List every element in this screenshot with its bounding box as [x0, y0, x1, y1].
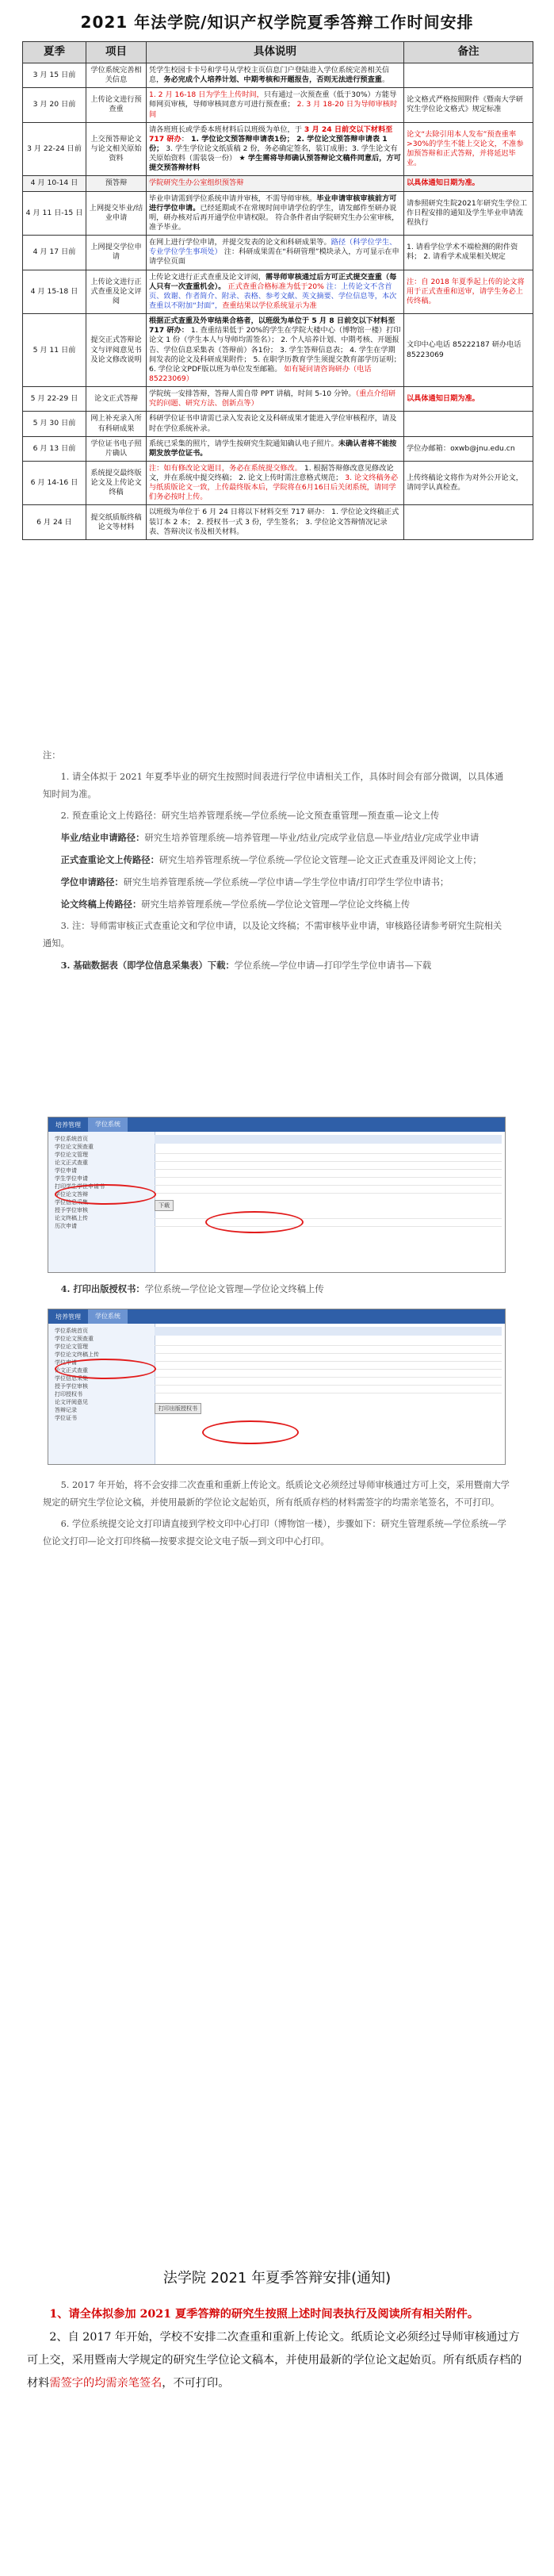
screenshot-grid-row: [155, 1162, 502, 1170]
screenshot-grid-row: [155, 1362, 502, 1370]
notice-body: [27, 2303, 526, 2395]
desc-text: 只有通过一次预查重（低于30%）方能导师网页审核，导师审核同意方可进行预查重；: [149, 90, 397, 109]
cell-note: [404, 461, 533, 505]
screenshot-tab: 培养管理: [55, 1313, 81, 1321]
notice-paragraph-2: [27, 2326, 526, 2395]
desc-text: 如有疑问请咨询研办（电话 85223069）: [149, 364, 372, 383]
screenshot-sidebar-item: 论文正式查重: [55, 1160, 88, 1166]
note-text: 请参照研究生院2021年研究生学位工作日程安排的通知及学生毕业申请流程执行: [407, 198, 528, 227]
note-text: 上传终稿论文将作为对外公开论文，请同学认真检查。: [407, 473, 523, 493]
cell-item: 上网提交学位申请: [86, 236, 147, 270]
header-season: 夏季: [23, 42, 86, 63]
cell-date: 6 月 24 日: [23, 505, 86, 539]
note-path-label: 正式查重论文上传路径：: [60, 854, 159, 866]
screenshot-download-button: 下载: [155, 1200, 174, 1211]
screenshot-grid-row: [155, 1386, 502, 1393]
table-row: [23, 461, 533, 505]
screenshot-grid-row: [155, 1378, 502, 1386]
note-path: [43, 873, 510, 891]
desc-text: 以班级为单位于 6 月 24 日将以下材料交至 717 研办：: [149, 508, 330, 517]
screenshot-sidebar-item: 学位申请: [55, 1167, 77, 1174]
desc-text: 1. 2 月 16-18 日为学生上传时间，: [149, 90, 264, 100]
table-row: [23, 314, 533, 387]
note-text: 论文“去除引用本人发布”预查重率>30%的学生不能上交论文，不准参加预答辩和正式答辩，并将延迟毕业。: [407, 129, 524, 168]
note-item: 6. 学位系统提交论文打印请直接到学校文印中心打印（博物馆一楼），步骤如下：研究生管理系统—学位系统—学位论文打印—论文打印终稿—按要求提交论文电子版—到文印中心打印。: [43, 1519, 506, 1547]
page-title: 2021 年法学院/知识产权学院夏季答辩工作时间安排: [80, 13, 474, 32]
cell-note: [404, 505, 533, 539]
cell-item: 系统提交最终版论文及上传论文终稿: [86, 461, 147, 505]
screenshot-sidebar-item: 学位申请: [55, 1359, 77, 1366]
cell-date: 5 月 22-29 日: [23, 387, 86, 412]
cell-item: 网上补充录入所有科研成果: [86, 412, 147, 436]
cell-note: [404, 314, 533, 387]
desc-text: 3. 学生学位论文纸质稿 2 份，务必确定签名，装订成册；3. 学生论文有关原始资料（需装袋一份）: [149, 144, 398, 163]
cell-desc: [147, 387, 404, 412]
cell-desc: [147, 270, 404, 314]
cell-note: [404, 191, 533, 236]
screenshot-print-button: 打印出版授权书: [155, 1403, 201, 1414]
note-text: 以具体通知日期为准。: [407, 178, 479, 188]
screenshot-sidebar-item: 授予学位审核: [55, 1383, 88, 1390]
screenshot-sidebar-item: 学位论文答辩: [55, 1191, 88, 1198]
screenshot-sidebar-item: 学位系统首页: [55, 1136, 88, 1142]
screenshot-main: [155, 1135, 502, 1269]
desc-text: 3. 论文终稿务必与纸质版论文一致，上传最终版本后，学院将在6月16日后关闭系统，请同学们务必按时上传。: [149, 473, 399, 502]
cell-desc: [147, 236, 404, 270]
note-path-text: 研究生培养管理系统—学位系统—学位论文管理—学位论文终稿上传: [141, 899, 411, 910]
desc-text: 学院研究生办公室组织预答辩: [149, 178, 244, 188]
note-text: 注：自 2018 年夏季起上传的论文将用于正式查重和送审，请学生务必上传终稿。: [407, 277, 525, 305]
screenshot-grid-row: [155, 1346, 502, 1354]
screenshot-grid-row: [155, 1178, 502, 1186]
cell-item: 提交纸质版终稿论文等材料: [86, 505, 147, 539]
cell-note: [404, 176, 533, 191]
highlight-circle: [55, 1359, 156, 1379]
screenshot-sidebar: [48, 1324, 155, 1464]
table-row: [23, 176, 533, 191]
notice-p2-tail: ，不可打印。: [162, 2377, 230, 2390]
table-row: [23, 191, 533, 236]
screenshot-sidebar-item: 学位论文预查重: [55, 1144, 94, 1150]
cell-desc: [147, 436, 404, 461]
table-row: [23, 387, 533, 412]
cell-desc: [147, 314, 404, 387]
cell-item: 提交正式答辩论文与评阅意见书及论文修改说明: [86, 314, 147, 387]
screenshot-sidebar-item: 论文正式查重: [55, 1367, 88, 1374]
screenshot-print-auth: [48, 1309, 506, 1465]
note-download: [43, 956, 510, 975]
cell-note: [404, 436, 533, 461]
desc-text: 3. 学位论文答辩情况记录表、答辩决议书及相关材料。: [149, 517, 388, 536]
screenshot-grid-header: [155, 1327, 502, 1336]
note-path-text: 研究生培养管理系统—学位系统—学位论文管理—论文正式查重及评阅论文上传；: [159, 855, 482, 866]
cell-item: 上传论文进行预查重: [86, 88, 147, 122]
screenshot-sidebar-item: 学位论文预查重: [55, 1336, 94, 1342]
note-path-text: 研究生培养管理系统—培养管理—毕业/结业/完成学业信息—毕业/结业/完成学业申请: [144, 833, 479, 844]
desc-text: 3 月 24 日前交以下材料至 717 研办: [149, 125, 393, 144]
cell-note: [404, 236, 533, 270]
note-print-label: 4. 打印出版授权书：: [60, 1283, 145, 1294]
note-item: 2. 预查重论文上传路径：研究生培养管理系统—学位系统—论文预查重管理—预查重—论文上传: [60, 811, 440, 822]
notes-heading: 注：: [43, 750, 61, 761]
screenshot-sidebar-item: 授予学位审核: [55, 1207, 88, 1213]
cell-note: [404, 88, 533, 122]
header-note: 备注: [404, 42, 533, 63]
note-text: oxwb@jnu.edu.cn: [450, 443, 515, 453]
table-row: [23, 88, 533, 122]
screenshot-main: [155, 1327, 502, 1461]
desc-text: 注：科研成果需在“科研管理”模块录入，方可显示在申请学位页面: [149, 247, 399, 266]
screenshot-grid-row: [155, 1211, 502, 1219]
screenshot-topbar: [48, 1117, 505, 1132]
highlight-circle: [55, 1184, 156, 1205]
screenshot-sidebar-item: 学位论文终稿上传: [55, 1351, 99, 1358]
notice-p2-highlight: 需签字的均需亲笔签名: [49, 2377, 162, 2390]
cell-desc: [147, 461, 404, 505]
cell-note: [404, 270, 533, 314]
screenshot-grid-row: [155, 1154, 502, 1162]
screenshot-grid-row: [155, 1338, 502, 1346]
screenshot-tab: 培养管理: [55, 1121, 81, 1129]
notes-block-2: [43, 1280, 510, 1302]
cell-item: 预答辩: [86, 176, 147, 191]
screenshot-sidebar-item: 论文评阅意见: [55, 1399, 88, 1405]
screenshot-sidebar-item: 学生学位申请: [55, 1175, 88, 1182]
desc-text: 根据正式查重及外审结果合格者，以班级为单位于 5 月 8 日前交以下材料至 717 研办：: [149, 316, 395, 335]
screenshot-sidebar-item: 学位系统首页: [55, 1328, 88, 1334]
desc-text: 正式查重合格标准为低于20%: [225, 282, 324, 291]
desc-text: 请各班班长或学委本班材料后以班级为单位，于: [149, 125, 304, 134]
desc-text: 2. 3 月 18-20 日为导师审核时间: [149, 100, 398, 119]
cell-date: 3 月 20 日前: [23, 88, 86, 122]
desc-text: 查重结果以学位系统显示为准: [222, 301, 317, 310]
note-item: 3. 注：导师需审核正式查重论文和学位申请，以及论文终稿；不需审核毕业申请，审核路径请参考研究生院相关通知。: [43, 921, 502, 949]
cell-date: 5 月 30 日前: [23, 412, 86, 436]
cell-item: 学位证书电子照片确认: [86, 436, 147, 461]
cell-note: [404, 63, 533, 88]
screenshot-sidebar-item: 学位论文管理: [55, 1344, 88, 1350]
note-text: 以具体通知日期为准。: [407, 394, 479, 404]
cell-date: 4 月 10-14 日: [23, 176, 86, 191]
screenshot-sidebar-item: 学位论文管理: [55, 1152, 88, 1158]
notes-block: [43, 747, 510, 979]
cell-desc: [147, 88, 404, 122]
note-path-label: 学位申请路径：: [60, 876, 124, 888]
cell-item: 上网提交毕业/结业申请: [86, 191, 147, 236]
note-text: 文印中心电话 85222187: [407, 340, 492, 350]
note-path-label: 论文终稿上传路径：: [60, 899, 142, 910]
note-path-label: 毕业/结业申请路径：: [60, 832, 145, 844]
header-item: 项目: [86, 42, 147, 63]
screenshot-sidebar-item: 论文终稿上传: [55, 1215, 88, 1221]
desc-text: 毕业申请审核审核前方可进行学位申请。: [149, 194, 397, 213]
cell-date: 4 月 11 日-15 日: [23, 191, 86, 236]
note-text: 1. 请看学位学术不端检测的附件资料；: [407, 243, 518, 262]
cell-desc: [147, 63, 404, 88]
screenshot-sidebar-item: 打印授权书: [55, 1391, 82, 1397]
desc-text: 1. 查重结果低于 20%的学生在学院大楼中心（博物馆一楼）打印论文 1 份（学生本人与导师均需签名）；: [149, 326, 401, 345]
notes-block-3: [43, 1477, 510, 1554]
screenshot-grid-row: [155, 1354, 502, 1362]
cell-date: 5 月 11 日前: [23, 314, 86, 387]
screenshot-tab-active: 学位系统: [88, 1117, 128, 1132]
notice-p2-text: 2、自 2017 年开始，学校不安排二次查重和重新上传论文。纸质论文必须经过导师审核通过方可上交，采用暨南大学规定的研究生学位论文稿本，并使用最新的学位论文起始页。所有纸质存档的材料: [27, 2331, 522, 2390]
cell-date: 4 月 15-18 日: [23, 270, 86, 314]
desc-text: 1. 学位论文终稿正式装订本 2 本；: [149, 508, 399, 527]
desc-text: 路径（科学位学生、专业学位学生事项处）: [149, 238, 397, 257]
notice-title: 法学院 2021 年夏季答辩安排(通知): [162, 2270, 392, 2287]
table-row: [23, 270, 533, 314]
note-download-text: 学位系统—学位申请—打印学生学位申请书—下载: [234, 960, 432, 972]
note-text: 论文格式严格按照附件《暨南大学研究生学位论文格式》规定标准: [407, 95, 523, 114]
desc-text: 6. 学位论文PDF版以班为单位发至邮箱。: [149, 364, 282, 374]
desc-text: 3. 学生答辩信息表；: [277, 345, 348, 355]
desc-text: 4. 学生在学期间发表的论文及科研成果附件；: [149, 345, 395, 364]
note-download-label: 3. 基础数据表（即学位信息采集表）下载：: [60, 960, 235, 972]
screenshot-sidebar-item: 学位证书: [55, 1415, 77, 1421]
cell-desc: [147, 176, 404, 191]
desc-text: 2. 学位论文预答辩申请表 1 份；: [149, 134, 388, 153]
screenshot-grid-row: [155, 1146, 502, 1154]
desc-text: 。: [382, 75, 390, 85]
table-header-row: [23, 42, 533, 63]
cell-date: 6 月 13 日前: [23, 436, 86, 461]
note-item: 1. 请全体拟于 2021 年夏季毕业的研究生按照时间表进行学位申请相关工作，具体时间会有部分微调，以具体通知时间为准。: [43, 772, 504, 800]
desc-text: 2. 个人培养计划、中期考核、开题报告、学位信息采集表（答辩前）各1份；: [149, 335, 399, 355]
cell-date: 3 月 15 日前: [23, 63, 86, 88]
desc-text: 1. 学位论文预答辩申请表1份；: [188, 134, 294, 144]
cell-date: 3 月 22-24 日前: [23, 122, 86, 176]
screenshot-sidebar-item: 学位信息采集: [55, 1375, 88, 1382]
cell-note: [404, 122, 533, 176]
screenshot-sidebar-item: 答辩记录: [55, 1407, 77, 1413]
cell-item: 上交预答辩论文与论文相关原始资料: [86, 122, 147, 176]
cell-item: 论文正式答辩: [86, 387, 147, 412]
desc-text: 需导师审核通过后方可正式提交查重（每人只有一次查重机会）。: [149, 272, 397, 291]
schedule-body: [23, 63, 533, 540]
desc-text: 务必完成个人培养计划、中期考核和开题报告，否则无法进行预查重: [163, 75, 382, 85]
screenshot-tab-active: 学位系统: [88, 1309, 128, 1324]
cell-date: 4 月 17 日前: [23, 236, 86, 270]
screenshot-sidebar-item: 学位信息采集: [55, 1199, 88, 1206]
screenshot-sidebar-item: 历次申请: [55, 1223, 77, 1229]
desc-text: 注：上传论文不含首页、致谢、作者简介、附录、表格、参考文献、英文摘要、学位信息等，本次查重以不附加“封面”，: [149, 282, 397, 310]
cell-note: [404, 412, 533, 436]
desc-text: 系统已采集的照片，请学生按研究生院通知确认电子照片。: [149, 439, 338, 448]
screenshot-apply-download: [48, 1117, 506, 1273]
screenshot-grid-row: [155, 1370, 502, 1378]
desc-text: 未确认者将不能按期发放学位证书。: [149, 439, 397, 458]
cell-note: [404, 387, 533, 412]
desc-text: 毕业申请需到学位系统申请并审核，不需导师审核。: [149, 194, 317, 203]
cell-desc: [147, 191, 404, 236]
table-row: [23, 122, 533, 176]
highlight-circle: [202, 1420, 299, 1444]
table-row: [23, 63, 533, 88]
note-path: [43, 829, 510, 847]
screenshot-grid-header: [155, 1135, 502, 1144]
desc-text: 在网上进行学位申请，并提交发表的论文和科研成果等。: [149, 238, 331, 247]
screenshot-grid-row: [155, 1186, 502, 1194]
screenshot-topbar: [48, 1309, 505, 1324]
desc-text: ：: [181, 134, 189, 144]
desc-text: 上传论文进行正式查重及论文评阅，: [149, 272, 266, 282]
note-path: [43, 851, 510, 869]
cell-desc: [147, 412, 404, 436]
desc-text: ★ 学生需将导师确认预答辩论文稿件同意后，方可提交预答辩材料: [149, 154, 401, 173]
table-row: [23, 412, 533, 436]
desc-text: 2. 论文上传时需注意格式规范；: [236, 473, 343, 483]
cell-date: 6 月 14-16 日: [23, 461, 86, 505]
desc-text: 5. 在职学历教育学生须提交教育部学历证明；: [250, 355, 401, 364]
desc-text: 注：如有修改论文题目，务必在系统提交修改。: [149, 463, 302, 473]
table-row: [23, 236, 533, 270]
cell-desc: [147, 505, 404, 539]
screenshot-grid-row: [155, 1170, 502, 1178]
desc-text: 科研学位证书申请需已录入发表论文及科研成果才能进入学位审核程序，请及时在学位系统补录。: [149, 414, 397, 433]
desc-text: 1. 根据答辩修改意见修改论文，并在系统中提交终稿；: [149, 463, 394, 483]
cell-item: 上传论文进行正式查重及论文评阅: [86, 270, 147, 314]
desc-text: 学院统一安排答辩，答辩人需自带 PPT 讲稿，时间 5-10 分钟。: [149, 389, 356, 399]
desc-text: 2. 授权书一式 3 份，学生签名；: [194, 517, 304, 527]
note-print-text: 学位系统—学位论文管理—学位论文终稿上传: [144, 1284, 324, 1294]
highlight-circle: [205, 1211, 304, 1233]
notice-paragraph-1: 1、请全体拟参加 2021 夏季答辩的研究生按照上述时间表执行及阅读所有相关附件。: [49, 2308, 479, 2321]
desc-text: 符合条件者由学院研究生办公室审核，准予毕业。: [149, 213, 399, 232]
note-item: 5. 2017 年开始，将不会安排二次查重和重新上传论文。纸质论文必须经过导师审核通过方可上交，采用暨南大学规定的研究生学位论文稿，并使用最新的学位论文起始页，所有纸质存档的材料需签字的均需亲笔签名，不可打印。: [43, 1480, 510, 1508]
note-text: 2. 请看学术成果相关规定: [421, 252, 506, 262]
note-print: [43, 1280, 510, 1298]
cell-item: 学位系统完善相关信息: [86, 63, 147, 88]
desc-text: 凭学生校园卡卡号和学号从学校主页信息门户登陆进入学位系统完善相关信息，: [149, 66, 390, 85]
note-text: 学位办邮箱：: [407, 443, 451, 453]
cell-desc: [147, 122, 404, 176]
note-text: 研办电话 85223069: [407, 340, 522, 359]
desc-text: （重点介绍研究的问题、研究方法、创新点等）: [149, 389, 396, 408]
header-desc: 具体说明: [147, 42, 404, 63]
schedule-table: [22, 41, 533, 540]
table-row: [23, 436, 533, 461]
desc-text: 已经延期或不在常规时间申请学位的学生，请发邮件至研办说明，研办核对后再开通学位申请权限。: [149, 203, 397, 222]
note-path-text: 研究生培养管理系统—学位系统—学位申请—学生学位申请/打印学生学位申请书；: [123, 877, 449, 888]
screenshot-sidebar-item: 打印学生学位申请书: [55, 1183, 105, 1190]
table-row: [23, 505, 533, 539]
note-path: [43, 895, 510, 914]
